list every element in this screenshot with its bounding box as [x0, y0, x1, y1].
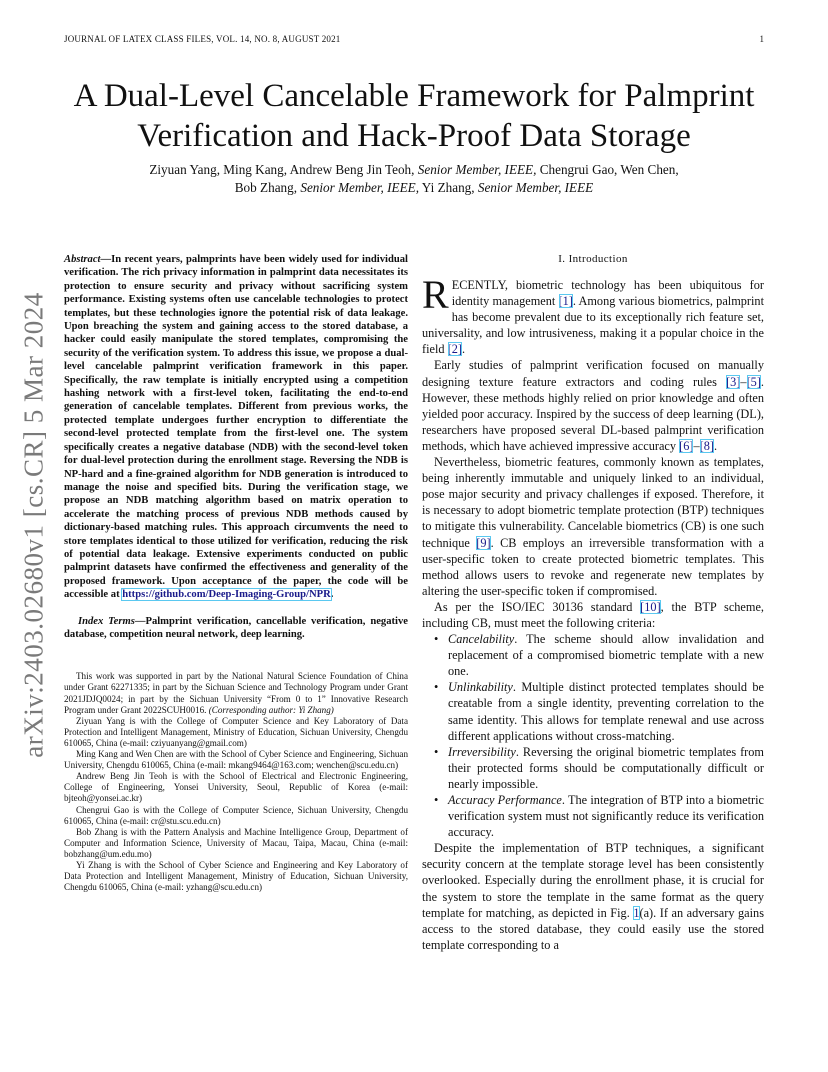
criterion-text: . Multiple distinct protected templates should be creatable from a single identity, preventing correlation to the same identity. This allows for template renewal and use across different applications without cross-matching. [448, 680, 764, 743]
p1-text-b: . Among various biometrics, palmprint has become prevalent due to its exceptionally rich feature set, universality, and low intrusiveness, making it a popular choice in the field [422, 294, 764, 357]
running-head: JOURNAL OF LATEX CLASS FILES, VOL. 14, NO. 8, AUGUST 2021 [64, 34, 341, 44]
authors-line1-a: Ziyuan Yang, Ming Kang, Andrew Beng Jin Teoh, [149, 162, 418, 177]
citation-link[interactable]: [9] [476, 535, 491, 550]
authors-line2-b: Senior Member, IEEE, [300, 180, 419, 195]
p3-text-a: Nevertheless, biometric features, commonly known as templates, being inherently immutable and uniquely linked to an individual, pose major security and privacy challenges if exposed. Therefore, it is necessary to adopt biometric template protection (BTP) techniques to mitigate this vulnerability. Cancelable biometrics (CB) is one such technique [422, 455, 764, 550]
authors-line2-d: Senior Member, IEEE [477, 180, 594, 195]
footnote-affiliation: Ming Kang and Wen Chen are with the School of Cyber Science and Engineering, Sichuan University, Chengdu 610065, China (e-mail: mkang9464@163.com; wenchen@scu.edu.cn) [64, 749, 408, 771]
arxiv-stamp [4, 290, 64, 760]
page-number: 1 [759, 34, 764, 44]
citation-link[interactable]: [8] [699, 438, 714, 453]
p2-text-b: . However, these methods highly relied on prior knowledge and often yielded poor accuracy. Inspired by the success of deep learning (DL), researchers have proposed several DL-based palmprint verification methods, which have achieved impressive accuracy [422, 374, 764, 453]
list-item [448, 744, 764, 792]
p1-text-a: ECENTLY, biometric technology has been ubiquitous for identity management [451, 278, 764, 309]
footnote-affiliation: Andrew Beng Jin Teoh is with the School of Electrical and Electronic Engineering, College of Engineering, Yonsei University, Seoul, Republic of Korea (e-mail: bjteoh@yonsei.ac.kr) [64, 771, 408, 804]
p2-text-a: Early studies of palmprint verification focused on manually designing texture feature extractors and coding rules [422, 358, 764, 389]
section-heading: I. Introduction [558, 253, 628, 265]
footnote-funding [64, 671, 408, 715]
citation-link[interactable]: [3] [726, 374, 741, 389]
footnote-affiliation: Bob Zhang is with the Pattern Analysis and Machine Intelligence Group, Department of Computer and Information Science, University of Macau, Taipa, Macau, China (e-mail: bobzhang@um.edu.mo) [64, 826, 408, 859]
footnote-affiliation: Chengrui Gao is with the College of Computer Science, Sichuan University, Chengdu 610065, China (e-mail: cr@stu.scu.edu.cn) [64, 804, 408, 826]
p4-text-a: As per the ISO/IEC 30136 standard [434, 599, 641, 614]
figure-link[interactable]: 1 [633, 905, 640, 920]
list-item [448, 679, 764, 743]
footnote-funding-text: This work was supported in part by the National Natural Science Foundation of China under Grant 62271335; in part by the Sichuan Science and Technology Program under Grant 2021JDJQ0024; in part by the Sichuan University “From 0 to 1” Innovative Research Program under Grant 2022SCUH0016. [64, 671, 408, 715]
arxiv-id[interactable]: arXiv:2403.02680v1 [cs.CR] 5 Mar 2024 [18, 292, 49, 758]
footnote-affiliation: Ziyuan Yang is with the College of Computer Science and Key Laboratory of Data Protection and Intelligent Management, Ministry of Education, Sichuan University, Chengdu 610065, China (e-mail: cziyuanyang@gmail.com) [64, 715, 408, 748]
paragraph [422, 599, 764, 631]
index-terms-text: —Palmprint verification, cancellable verification, negative database, competition neural network, deep learning. [64, 615, 408, 640]
criterion-text: . Reversing the original biometric templates from their protected forms should be computationally difficult or nearly impossible. [448, 744, 764, 791]
authors-line1-c: Chengrui Gao, Wen Chen, [536, 162, 679, 177]
footnote-affiliation: Yi Zhang is with the School of Cyber Science and Engineering and Key Laboratory of Data Protection and Intelligent Management, Ministry of Education, Sichuan University, Chengdu 610065, China (e-mail: yzhang@scu.edu.cn) [64, 859, 408, 893]
citation-link[interactable]: [6] [679, 438, 694, 453]
p5-text-b: (a). If an adversary gains access to the stored database, they could easily use the stored template corresponding to a [422, 905, 764, 952]
p2-dash: – [740, 374, 747, 389]
abstract-lead: Abstract [64, 254, 101, 265]
index-terms-lead: Index Terms [78, 615, 135, 627]
criteria-list [422, 631, 764, 840]
criterion-name: Cancelability [448, 632, 515, 647]
drop-cap: R [422, 272, 449, 317]
criterion-text: . The scheme should allow invalidation and replacement of a compromised biometric template with a new one. [448, 632, 764, 679]
citation-link[interactable]: [2] [447, 342, 462, 357]
paper-title: A Dual-Level Cancelable Framework for Palmprint Verification and Hack-Proof Data Storage [73, 78, 755, 154]
index-terms [64, 615, 408, 642]
footnotes [64, 671, 408, 893]
left-column [64, 253, 408, 893]
p4-text-b: , the BTP scheme, including CB, must meet the following criteria: [422, 599, 764, 630]
list-item [448, 631, 764, 679]
footnote-corresponding: (Corresponding author: Yi Zhang) [208, 704, 334, 715]
paragraph [422, 357, 764, 454]
author-list [70, 161, 758, 197]
paragraph [422, 454, 764, 599]
citation-link[interactable]: [10] [640, 599, 661, 614]
authors-line1-b: Senior Member, IEEE, [417, 162, 537, 177]
citation-link[interactable]: [1] [558, 294, 573, 309]
right-column [422, 253, 764, 953]
abstract-text: —In recent years, palmprints have been widely used for individual verification. The rich privacy information in palmprint data necessitates its protection to ensure security and privacy without sacrificing system performance. Existing systems often use cancelable technologies to protect templates, but these technologies ignore the potential risk of data leakage. Upon breaching the system and gaining access to the stored database, a hacker could easily manipulate the stored templates, compromising the security of the verification system. To address this issue, we propose a dual-level cancelable palmprint verification framework in this paper. Specifically, the raw template is initially encrypted using a competition hashing network with a first-level token, facilitating the end-to-end generation of cancelable templates. Different from previous works, the protected template undergoes further encryption to differentiate the second-level protected template from the first-level one. The system specifically creates a negative database (NDB) with the second-level token for dual-level protection during the enrollment stage. Reversing the NDB is NP-hard and a fine-grained algorithm for NDB generation is introduced to manage the noise and specified bits. During the verification stage, we propose an NDB matching algorithm based on matrix operation to accelerate the matching process of previous NDB methods caused by dictionary-based matching rules. This approach circumvents the need to store templates identical to those utilized for verification, reducing the risk of potential data leakage. Extensive experiments conducted on public palmprint datasets have confirmed the effectiveness and generality of the proposed framework. Upon acceptance of the paper, the code will be accessible at [64, 254, 408, 601]
abstract [64, 253, 408, 602]
paragraph [422, 840, 764, 953]
p1-end: . [461, 342, 466, 357]
p5-text-a: Despite the implementation of BTP techniques, a significant security concern at the template storage level has been consistently overlooked. Especially during the enrollment phase, it is crucial for the system to store the template in the same format as the query template for matching, as depicted in Fig. [422, 841, 764, 920]
p2-end: . [713, 438, 718, 453]
authors-line2-c: Yi Zhang, [419, 180, 478, 195]
p3-text-b: . CB employs an irreversible transformation with a user-specific token to create protected biometric templates. This method allows users to revoke and regenerate new templates by altering the user-specific token if compromised. [422, 535, 765, 598]
authors-line2-a: Bob Zhang, [234, 180, 301, 195]
criterion-name: Unlinkability [448, 680, 513, 695]
citation-link[interactable]: [5] [746, 374, 761, 389]
p2-dash: – [693, 438, 700, 453]
abstract-end: . [330, 589, 334, 601]
introduction-body [422, 272, 765, 953]
criterion-text: . The integration of BTP into a biometric verification system must not significantly reduce its verification accuracy. [448, 793, 764, 840]
code-link[interactable]: https://github.com/Deep-Imaging-Group/NPR [122, 589, 331, 601]
paragraph [422, 272, 764, 357]
list-item [448, 792, 764, 840]
criterion-name: Accuracy Performance [448, 793, 562, 807]
criterion-name: Irreversibility [448, 744, 516, 759]
